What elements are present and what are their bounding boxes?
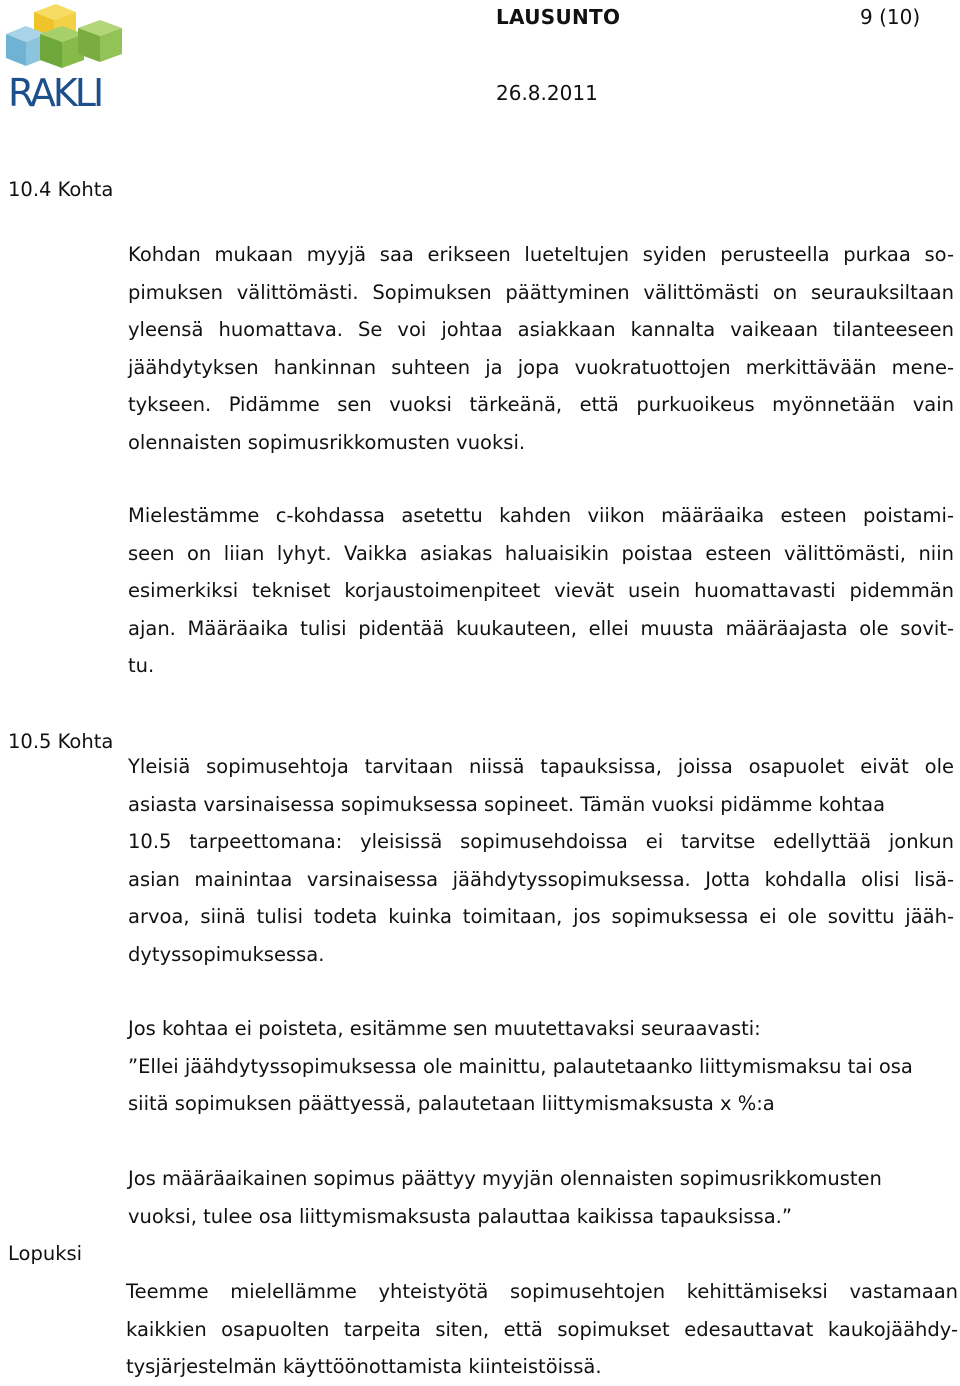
text-line: vuoksi, tulee osa liittymismaksusta palauttaa kaikissa tapauksissa.” (128, 1204, 792, 1228)
text-line: tykseen. Pidämme sen vuoksi tärkeänä, että purkuoikeus myönnetään vain (128, 393, 954, 416)
section-10-5-paragraph-2 (128, 1010, 954, 1123)
text-line: arvoa, siinä tulisi todeta kuinka toimitaan, jos sopimuksessa ei ole sovittu jääh- (128, 905, 954, 928)
section-10-4-paragraph-2 (128, 497, 954, 685)
text-line: ajan. Määräaika tulisi pidentää kuukauteen, ellei muusta määräajasta ole sovit- (128, 616, 954, 640)
text-line: asian mainintaa varsinaisessa jäähdytyssopimuksessa. Jotta kohdalla olisi lisä- (128, 867, 954, 891)
logo-text: RAKLI (8, 71, 102, 115)
text-line: olennaisten sopimusrikkomusten vuoksi. (128, 430, 526, 454)
text-line: seen on liian lyhyt. Vaikka asiakas haluaisikin poistaa esteen välittömästi, niin (128, 541, 954, 565)
section-10-5-paragraph-1 (128, 748, 954, 973)
text-line: esimerkiksi tekniset korjaustoimenpiteet vievät usein huomattavasti pidemmän (128, 579, 954, 602)
section-10-4-paragraph-1 (128, 236, 954, 461)
text-line: 10.5 tarpeettomana: yleisissä sopimusehdoissa ei tarvitse edellyttää jonkun (128, 830, 954, 853)
closing-paragraph (126, 1273, 958, 1386)
document-type: LAUSUNTO (496, 5, 621, 29)
text-line: tu. (128, 654, 155, 677)
text-line: pimuksen välittömästi. Sopimuksen päättyminen välittömästi on seurauksiltaan (128, 280, 954, 304)
page-number: 9 (10) (860, 5, 921, 29)
text-line: Teemme mielellämme yhteistyötä sopimusehtojen kehittämiseksi vastamaan (126, 1280, 958, 1303)
text-line: Yleisiä sopimusehtoja tarvitaan niissä tapauksissa, joissa osapuolet eivät ole (128, 755, 954, 778)
text-line: yleensä huomattava. Se voi johtaa asiakkaan kannalta vaikeaan tilanteeseen (128, 318, 954, 341)
text-line: Jos kohtaa ei poisteta, esitämme sen muutettavaksi seuraavasti: (128, 1017, 761, 1040)
text-line: dytyssopimuksessa. (128, 942, 325, 966)
text-line: jäähdytyksen hankinnan suhteen ja jopa vuokratuottojen merkittävään mene- (128, 355, 954, 379)
document-date: 26.8.2011 (496, 81, 598, 105)
text-line: Mielestämme c-kohdassa asetettu kahden viikon määräaika esteen poistami- (128, 504, 954, 527)
logo-cubes-icon (4, 4, 126, 74)
text-line: kaikkien osapuolten tarpeita siten, että sopimukset edesauttavat kaukojäähdy- (126, 1317, 958, 1341)
text-line: Kohdan mukaan myyjä saa erikseen lueteltujen syiden perusteella purkaa so- (128, 243, 954, 266)
section-heading-10-5: 10.5 Kohta (8, 730, 114, 753)
text-line: tysjärjestelmän käyttöönottamista kiinteistöissä. (126, 1355, 602, 1378)
text-line: asiasta varsinaisessa sopimuksessa sopineet. Tämän vuoksi pidämme kohtaa (128, 792, 886, 816)
section-10-5-paragraph-3 (128, 1160, 954, 1235)
text-line: siitä sopimuksen päättyessä, palautetaan liittymismaksusta x %:a (128, 1092, 775, 1115)
text-line: Jos määräaikainen sopimus päättyy myyjän olennaisten sopimusrikkomusten (128, 1167, 882, 1190)
section-heading-10-4: 10.4 Kohta (8, 178, 114, 201)
text-line: ”Ellei jäähdytyssopimuksessa ole mainittu, palautetaanko liittymismaksu tai osa (128, 1054, 913, 1078)
section-heading-closing: Lopuksi (8, 1242, 83, 1265)
